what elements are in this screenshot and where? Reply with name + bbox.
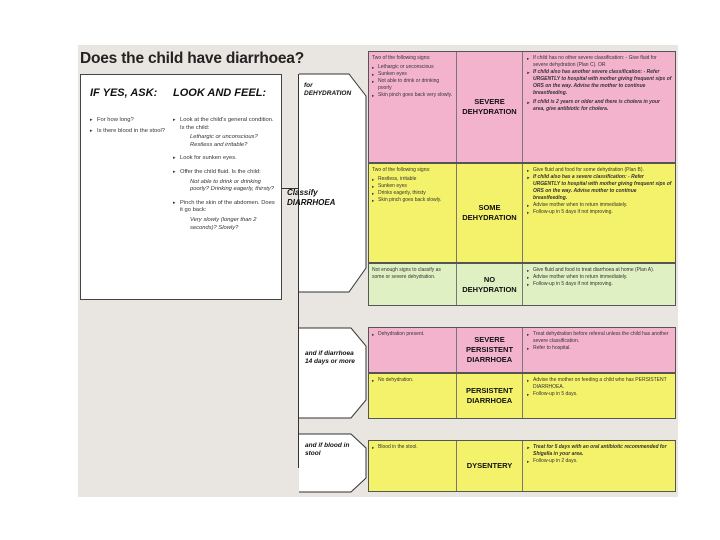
treatment-item: ▸ If child is 2 years or older and there is cholera in your area, give antibiotic for cholera. bbox=[527, 99, 672, 113]
look-item-text: Pinch the skin of the abdomen. Does it go back: bbox=[180, 199, 275, 214]
page-title: Does the child have diarrhoea? bbox=[80, 50, 304, 67]
signs-lead: Two of the following signs: bbox=[372, 167, 431, 173]
look-item bbox=[173, 169, 279, 194]
classification-row-severe-dehydration bbox=[368, 51, 676, 163]
treatment-item: ▸ Follow-up in 2 days. bbox=[527, 458, 672, 465]
ask-list bbox=[90, 117, 168, 138]
sign-item: ▸ Skin pinch goes back slowly. bbox=[372, 197, 453, 204]
sign-item: ▸ Skin pinch goes back very slowly. bbox=[372, 92, 453, 99]
sign-item: ▸ Sunken eyes bbox=[372, 183, 453, 190]
treatment-cell bbox=[523, 52, 675, 162]
look-item-text: Offer the child fluid. Is the child: bbox=[180, 168, 261, 175]
treatment-item: ▸ Treat for 5 days with an oral antibiotic recommended for Shigella in your area. bbox=[527, 444, 672, 458]
treatment-item: ▸ Give fluid and food for some dehydration (Plan B). bbox=[527, 167, 672, 174]
treatment-cell bbox=[523, 441, 675, 491]
sign-item: ▸ Sunken eyes bbox=[372, 71, 453, 78]
signs-cell bbox=[369, 441, 457, 491]
ask-item: ▸ For how long? bbox=[90, 117, 168, 125]
for-dehydration-label: for DEHYDRATION bbox=[304, 82, 352, 97]
ask-look-box bbox=[80, 74, 282, 300]
look-header: LOOK AND FEEL: bbox=[173, 87, 267, 99]
blood-trigger-label: and if blood in stool bbox=[305, 442, 350, 457]
treatment-cell bbox=[523, 264, 675, 305]
sign-item: ▸ Restless, irritable bbox=[372, 176, 453, 183]
treatment-item: ▸ If child also has another severe classification: - Refer URGENTLY to hospital with mother giving frequent sips of ORS on the way. Advise the mother to continue breastfeeding. bbox=[527, 69, 672, 97]
treatment-item: ▸ If child has no other severe classification: - Give fluid for severe dehydration (Plan C). OR bbox=[527, 55, 672, 69]
look-item-sub: Very slowly (longer than 2 seconds)? Slowly? bbox=[190, 216, 257, 231]
classification-cell: PERSISTENT DIARRHOEA bbox=[457, 374, 523, 418]
treatment-cell bbox=[523, 374, 675, 418]
signs-cell bbox=[369, 374, 457, 418]
classification-cell: SEVERE PERSISTENT DIARRHOEA bbox=[457, 328, 523, 372]
persistent-trigger-label: and if diarrhoea 14 days or more bbox=[305, 350, 355, 365]
sign-item: ▸ Dehydration present. bbox=[372, 331, 453, 338]
sign-item: ▸ No dehydration. bbox=[372, 377, 453, 384]
classification-cell: SOME DEHYDRATION bbox=[457, 164, 523, 262]
classification-cell: SEVERE DEHYDRATION bbox=[457, 52, 523, 162]
persistent-arrow bbox=[299, 318, 369, 426]
treatment-item: ▸ Advise mother when to return immediately. bbox=[527, 202, 672, 209]
classification-cell: NO DEHYDRATION bbox=[457, 264, 523, 305]
blood-arrow bbox=[299, 428, 369, 498]
sign-item: ▸ Drinks eagerly, thirsty bbox=[372, 190, 453, 197]
signs-cell bbox=[369, 52, 457, 162]
treatment-cell bbox=[523, 164, 675, 262]
sign-item: ▸ Blood in the stool. bbox=[372, 444, 453, 451]
look-item-sub: Not able to drink or drinking poorly? Drinking eagerly, thirsty? bbox=[190, 178, 274, 193]
treatment-cell bbox=[523, 328, 675, 372]
treatment-item: ▸ Treat dehydration before referral unless the child has another severe classification. bbox=[527, 331, 672, 345]
look-item bbox=[173, 117, 279, 149]
signs-cell bbox=[369, 264, 457, 305]
classification-row-no-dehydration bbox=[368, 263, 676, 306]
look-list bbox=[173, 117, 279, 235]
signs-lead: Not enough signs to classify as some or severe dehydration. bbox=[372, 267, 441, 280]
classification-row-persistent-diarrhoea bbox=[368, 373, 676, 419]
classification-row-dysentery bbox=[368, 440, 676, 492]
ask-item: ▸ Is there blood in the stool? bbox=[90, 128, 168, 136]
treatment-item: ▸ If child also has a severe classification: - Refer URGENTLY to hospital with mother giving frequent sips of ORS on the way. Advise mother to continue breastfeeding. bbox=[527, 174, 672, 202]
look-item-text: Look for sunken eyes. bbox=[180, 155, 237, 162]
classify-label: Classify DIARRHOEA bbox=[287, 188, 336, 207]
treatment-item: ▸ Give fluid and food to treat diarrhoea at home (Plan A). bbox=[527, 267, 672, 274]
look-item-text: Look at the child's general condition. Is the child: bbox=[180, 117, 274, 131]
treatment-item: ▸ Advise mother when to return immediately. bbox=[527, 274, 672, 281]
treatment-item: ▸ Follow-up in 5 days if not improving. bbox=[527, 281, 672, 288]
sign-item: ▸ Not able to drink or drinking poorly bbox=[372, 78, 453, 92]
look-item-sub: Lethargic or unconscious? Restless and irritable? bbox=[190, 134, 258, 148]
look-item bbox=[173, 200, 279, 232]
ask-header: IF YES, ASK: bbox=[90, 87, 158, 99]
classification-cell: DYSENTERY bbox=[457, 441, 523, 491]
classification-row-some-dehydration bbox=[368, 163, 676, 263]
treatment-item: ▸ Advise the mother on feeding a child who has PERSISTENT DIARRHOEA. bbox=[527, 377, 672, 391]
look-item bbox=[173, 155, 279, 163]
treatment-item: ▸ Follow-up in 5 days if not improving. bbox=[527, 209, 672, 216]
signs-cell bbox=[369, 164, 457, 262]
treatment-item: ▸ Refer to hospital. bbox=[527, 345, 672, 352]
treatment-item: ▸ Follow-up in 5 days. bbox=[527, 391, 672, 398]
sign-item: ▸ Lethargic or unconscious bbox=[372, 64, 453, 71]
signs-lead: Two of the following signs: bbox=[372, 55, 431, 61]
signs-cell bbox=[369, 328, 457, 372]
classification-row-severe-persistent-diarrhoea bbox=[368, 327, 676, 373]
